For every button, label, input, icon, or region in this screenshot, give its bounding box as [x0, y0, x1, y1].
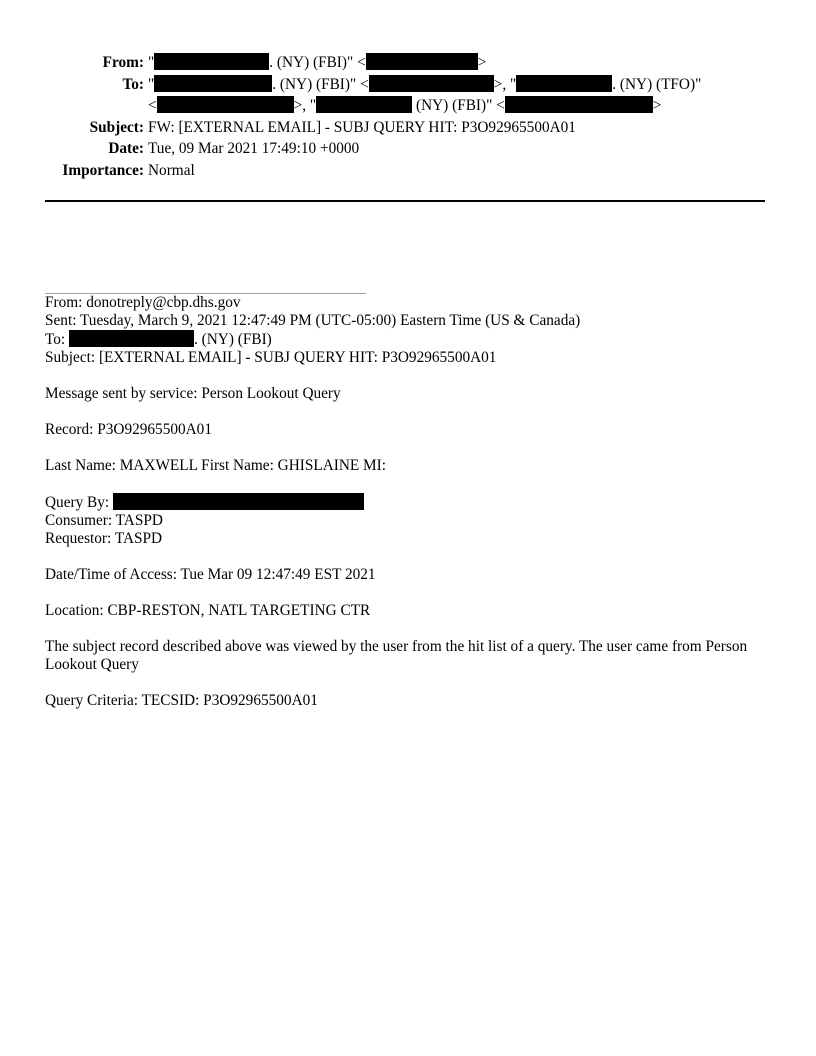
from-text-2: . (NY) (FBI)" <: [269, 54, 366, 71]
name-line: Last Name: MAXWELL First Name: GHISLAINE MI:: [45, 457, 386, 474]
redaction-box: [516, 75, 612, 92]
from-value: [148, 52, 486, 74]
to-text-8: >: [652, 97, 662, 115]
to-text-5: <: [148, 97, 157, 115]
forwarded-to-label: To:: [45, 331, 66, 348]
redaction-box: [154, 75, 272, 92]
redaction-box: [505, 96, 653, 113]
redaction-box: [157, 96, 294, 113]
header-divider: [45, 200, 765, 202]
to-text-3: >, ": [493, 75, 517, 93]
description-paragraph: The subject record described above was viewed by the user from the hit list of a query. The user came from Person Lookout Query: [45, 638, 748, 673]
date-row: [0, 138, 816, 160]
to-text-7: (NY) (FBI)" <: [412, 97, 505, 115]
to-text-6: >, ": [293, 97, 317, 115]
query-criteria-line: Query Criteria: TECSID: P3O92965500A01: [45, 692, 318, 709]
importance-value: Normal: [148, 161, 195, 179]
date-value: Tue, 09 Mar 2021 17:49:10 +0000: [148, 140, 360, 158]
subject-value: FW: [EXTERNAL EMAIL] - SUBJ QUERY HIT: P3O92965500A01: [148, 118, 576, 136]
from-text-1: ": [148, 54, 155, 71]
redaction-box: [113, 493, 364, 510]
access-time-line: Date/Time of Access: Tue Mar 09 12:47:49 EST 2021: [45, 566, 376, 583]
redaction-box: [316, 96, 412, 113]
to-value-continued: [148, 95, 661, 117]
forwarded-message: [45, 294, 765, 710]
date-label: Date:: [108, 140, 144, 158]
requestor-line: Requestor: TASPD: [45, 530, 163, 547]
redaction-box: [369, 75, 494, 92]
forwarded-sent: Sent: Tuesday, March 9, 2021 12:47:49 PM (UTC-05:00) Eastern Time (US & Canada): [45, 312, 581, 329]
record-line: Record: P3O92965500A01: [45, 421, 212, 438]
redaction-box: [69, 330, 194, 347]
importance-label: Importance:: [62, 161, 144, 179]
to-text-2: . (NY) (FBI)" <: [272, 75, 369, 93]
email-header: [0, 52, 816, 182]
importance-row: [0, 160, 816, 182]
redaction-box: [154, 53, 269, 70]
to-row: [0, 74, 816, 96]
to-label: To:: [122, 75, 144, 93]
to-value: [148, 74, 701, 96]
to-row-continued: [0, 95, 816, 117]
forwarded-to: [45, 330, 765, 349]
query-by-line: [45, 493, 765, 512]
from-label: From:: [102, 54, 144, 71]
service-line: Message sent by service: Person Lookout Query: [45, 385, 341, 402]
forwarded-from: From: donotreply@cbp.dhs.gov: [45, 294, 241, 311]
forwarded-subject: Subject: [EXTERNAL EMAIL] - SUBJ QUERY HIT: P3O92965500A01: [45, 349, 497, 366]
redaction-box: [366, 53, 478, 70]
query-by-label: Query By:: [45, 494, 110, 511]
consumer-line: Consumer: TASPD: [45, 512, 163, 529]
to-text-1: ": [148, 75, 155, 93]
subject-label: Subject:: [89, 118, 144, 136]
forwarded-to-suffix: . (NY) (FBI): [194, 331, 272, 348]
subject-row: [0, 117, 816, 139]
from-text-3: >: [477, 54, 487, 71]
location-line: Location: CBP-RESTON, NATL TARGETING CTR: [45, 602, 371, 619]
from-row: [0, 52, 816, 74]
to-text-4: . (NY) (TFO)": [612, 75, 702, 93]
